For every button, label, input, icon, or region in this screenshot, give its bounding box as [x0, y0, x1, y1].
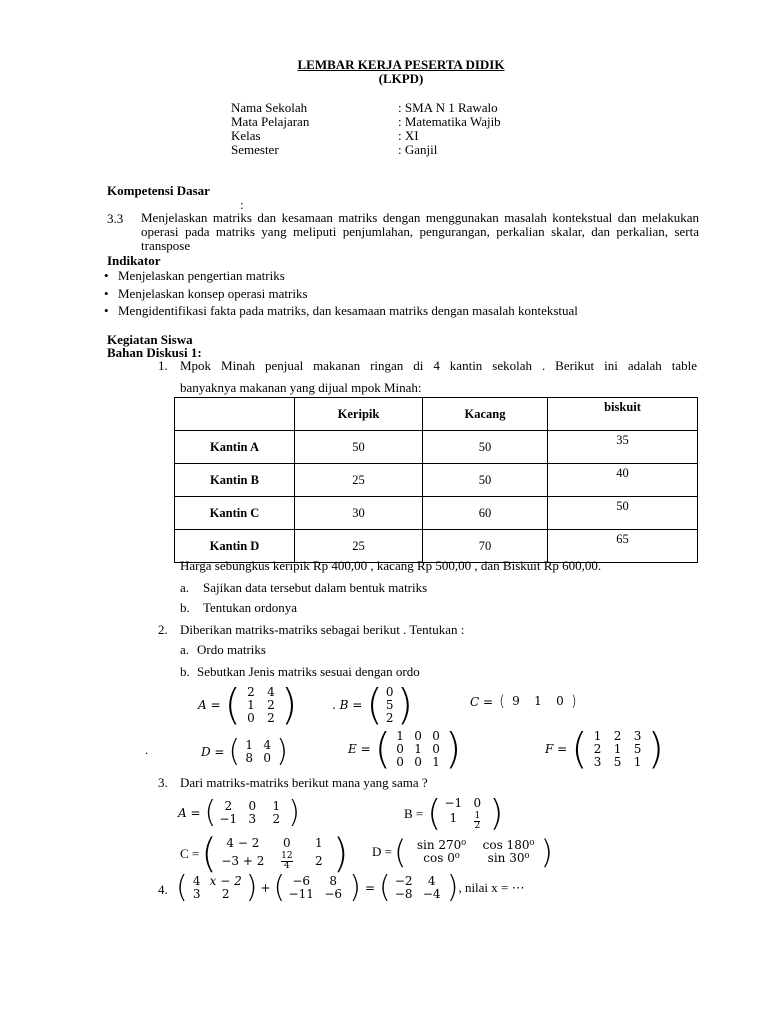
- matrix-body: [188, 875, 246, 901]
- kd-number: 3.3: [107, 211, 124, 226]
- table-cell: 50: [423, 431, 548, 464]
- bullet-icon: •: [104, 286, 109, 301]
- left-paren: (: [228, 734, 241, 769]
- left-paren: (: [176, 870, 188, 905]
- matrix-label: E =: [348, 742, 371, 756]
- matrix-cell: 3: [192, 887, 201, 901]
- right-paren: ): [332, 831, 349, 877]
- matrix-cell: −4: [422, 887, 441, 901]
- q4-number: 4.: [158, 882, 168, 897]
- matrix-e: [348, 724, 462, 773]
- matrix-label: C =: [470, 694, 494, 709]
- q1-sub-b-mark: b.: [180, 600, 190, 615]
- table-cell: [175, 398, 295, 431]
- q3-matrix-c: [180, 831, 349, 877]
- table-header-row: [175, 398, 698, 431]
- matrix-body: [588, 730, 648, 769]
- matrix-cell: 1: [534, 694, 542, 708]
- right-paren: ): [396, 680, 414, 729]
- matrix-cell: 1: [449, 811, 458, 825]
- matrix-cell: −2: [394, 874, 413, 888]
- matrix-cell: 0: [385, 684, 394, 699]
- matrix-label: F =: [545, 742, 568, 756]
- q2-sub-b-mark: b.: [180, 664, 190, 679]
- matrix-label: D =: [372, 844, 392, 859]
- matrix-body: [241, 686, 281, 725]
- matrix-cell: −6: [324, 887, 343, 901]
- matrix-cell: 1: [245, 738, 254, 752]
- table-row: [175, 431, 698, 464]
- right-paren: ): [445, 724, 462, 773]
- matrix-cell: 1: [315, 836, 323, 850]
- q2-sub-a-mark: a.: [180, 642, 190, 657]
- table-header: Keripik: [295, 398, 423, 431]
- matrix-label: B =: [404, 806, 424, 821]
- kd-heading: Kompetensi Dasar: [107, 183, 210, 198]
- right-paren: ): [276, 734, 288, 769]
- info-label-class: Kelas: [231, 128, 261, 143]
- matrix-cell: 2: [221, 887, 230, 901]
- bahan-heading: Bahan Diskusi 1:: [107, 345, 202, 360]
- right-paren: ): [288, 795, 300, 830]
- table-row-label: Kantin A: [175, 431, 295, 464]
- right-paren: ): [570, 692, 577, 710]
- q3-text: Dari matriks-matriks berikut mana yang sama ?: [180, 775, 428, 790]
- indikator-item: [104, 268, 285, 284]
- right-paren: ): [349, 870, 361, 905]
- matrix-cell: 0: [556, 694, 564, 708]
- indikator-item: [104, 286, 308, 302]
- right-paren: ): [540, 833, 553, 871]
- matrix-cell: 2: [315, 854, 323, 868]
- info-label-semester: Semester: [231, 142, 279, 157]
- matrix-cell: 2: [267, 710, 275, 725]
- matrix-cell: [465, 812, 489, 831]
- table-row: [175, 464, 698, 497]
- info-label-school: Nama Sekolah: [231, 100, 308, 115]
- info-value-school: : SMA N 1 Rawalo: [398, 100, 498, 115]
- matrix-cell: 2: [385, 710, 394, 725]
- q1-sub-a-mark: a.: [180, 580, 190, 595]
- q4-equation: [176, 870, 525, 905]
- q3-matrix-d: [372, 833, 553, 871]
- matrix-cell: cos 0⁰: [423, 851, 460, 865]
- q1-harga: Harga sebungkus keripik Rp 400,00 , kacang Rp 500,00 , dan Biskuit Rp 600,00.: [180, 558, 602, 573]
- matrix-cell: 0: [248, 799, 257, 813]
- matrix-cell: 8: [329, 874, 338, 888]
- q1-text-line2: banyaknya makanan yang dijual mpok Minah:: [180, 380, 422, 395]
- matrix-cell: 0: [414, 728, 422, 743]
- matrix-cell: −1: [219, 812, 238, 826]
- kegiatan-heading: Kegiatan Siswa: [107, 332, 193, 347]
- matrix-cell: 2: [593, 741, 602, 756]
- indikator-text: Mengidentifikasi fakta pada matriks, dan kesamaan matriks dengan masalah kontekstual: [118, 303, 578, 318]
- q2-sub-a-text: Ordo matriks: [197, 642, 266, 657]
- q1-number: 1.: [158, 358, 168, 373]
- matrix-label: A =: [198, 698, 221, 712]
- matrix-label: A =: [178, 806, 201, 820]
- matrix-body: [216, 800, 288, 826]
- matrix-body: [217, 837, 333, 871]
- table-cell: 50: [423, 464, 548, 497]
- table-cell: 60: [423, 497, 548, 530]
- matrix-label: C =: [180, 846, 200, 861]
- matrix-cell: 8: [245, 751, 254, 765]
- bullet-icon: •: [104, 303, 109, 318]
- page-title: LEMBAR KERJA PESERTA DIDIK: [297, 57, 505, 72]
- indikator-text: Menjelaskan konsep operasi matriks: [118, 286, 308, 301]
- matrix-cell: 2: [272, 812, 281, 826]
- matrix-label: . B =: [332, 698, 363, 712]
- fraction-denominator: 4: [284, 861, 290, 871]
- q3-matrix-b: [404, 793, 504, 834]
- matrix-cell: 0: [396, 741, 404, 756]
- left-paren: (: [379, 870, 391, 905]
- kd-colon: :: [240, 197, 244, 212]
- fraction-denominator: 2: [474, 821, 481, 831]
- left-paren: (: [201, 831, 217, 877]
- matrix-cell: cos 180⁰: [482, 838, 535, 852]
- matrix-cell: −3 + 2: [221, 854, 265, 868]
- matrix-cell: 3: [593, 754, 602, 769]
- table-cell: 50: [295, 431, 423, 464]
- matrix-cell: 1: [432, 754, 440, 769]
- matrix-cell: 5: [613, 754, 622, 769]
- sales-table: [174, 397, 698, 563]
- matrix-cell: 2: [247, 684, 255, 699]
- matrix-cell: −6: [292, 874, 311, 888]
- matrix-cell: 1: [272, 799, 281, 813]
- q2-sub-b-text: Sebutkan Jenis matriks sesuai dengan ordo: [197, 664, 420, 679]
- q3-number: 3.: [158, 775, 168, 790]
- matrix-cell: 1: [593, 728, 602, 743]
- left-paren: (: [393, 833, 407, 871]
- indikator-heading: Indikator: [107, 253, 161, 268]
- matrix-cell: 4: [263, 738, 272, 752]
- matrix-cell: 4 − 2: [226, 836, 260, 850]
- table-cell: 40: [548, 464, 698, 497]
- matrix-cell: −1: [444, 796, 463, 810]
- plus-sign: +: [260, 881, 271, 895]
- right-paren: ): [280, 680, 298, 729]
- matrix-cell: sin 30⁰: [487, 851, 530, 865]
- matrix-cell: 3: [248, 812, 257, 826]
- matrix-f: [545, 724, 664, 773]
- table-row-label: Kantin D: [175, 530, 295, 563]
- matrix-cell: [269, 852, 305, 871]
- matrix-cell: 9: [512, 694, 520, 708]
- left-paren: (: [204, 795, 217, 830]
- matrix-body: [505, 695, 571, 708]
- matrix-cell: 1: [613, 741, 622, 756]
- matrix-cell: 4: [192, 874, 201, 888]
- matrix-cell: 4: [427, 874, 436, 888]
- right-paren: ): [446, 870, 459, 905]
- bullet-icon: •: [104, 268, 109, 283]
- equals-sign: =: [364, 881, 375, 895]
- left-paren: (: [273, 870, 286, 905]
- info-value-class: : XI: [398, 128, 419, 143]
- matrix-body: [406, 839, 540, 865]
- matrix-d: [201, 734, 288, 769]
- matrix-cell: 0: [247, 710, 255, 725]
- q2-number: 2.: [158, 622, 168, 637]
- matrix-body: [391, 730, 445, 769]
- matrix-cell: 1: [633, 754, 642, 769]
- table-cell: 25: [295, 464, 423, 497]
- left-paren: (: [571, 724, 588, 773]
- info-value-subject: : Matematika Wajib: [398, 114, 501, 129]
- matrix-cell: 2: [613, 728, 622, 743]
- right-paren: ): [245, 870, 258, 905]
- fraction-numerator: 1: [474, 811, 481, 821]
- matrix-body: [240, 739, 276, 765]
- matrix-cell: 3: [633, 728, 642, 743]
- q1-text-line1: Mpok Minah penjual makanan ringan di 4 kantin sekolah . Berikut ini adalah table: [180, 358, 697, 373]
- matrix-cell: 0: [432, 728, 440, 743]
- q4-tail: , nilai x = ⋯: [458, 880, 525, 895]
- fraction-numerator: 12: [281, 851, 293, 861]
- table-cell: 35: [548, 431, 698, 464]
- table-row: [175, 497, 698, 530]
- table-row-label: Kantin C: [175, 497, 295, 530]
- left-paren: (: [374, 724, 392, 773]
- matrix-cell: 0: [263, 751, 272, 765]
- table-header: Kacang: [423, 398, 548, 431]
- matrix-cell: 1: [396, 728, 404, 743]
- matrix-cell: 4: [267, 684, 275, 699]
- page-subtitle: (LKPD): [378, 71, 424, 86]
- fraction: [281, 852, 292, 871]
- matrix-body: [391, 875, 447, 901]
- table-cell: 65: [548, 530, 698, 563]
- table-row-label: Kantin B: [175, 464, 295, 497]
- table-cell: 50: [548, 497, 698, 530]
- kd-text: Menjelaskan matriks dan kesamaan matriks dengan menggunakan masalah kontekstual dan melakukan operasi pada matriks yang meliputi penjumlahan, pengurangan, perkalian skalar, dan perkalian, serta transpose: [141, 210, 699, 253]
- left-paren: (: [427, 793, 442, 834]
- indikator-text: Menjelaskan pengertian matriks: [118, 268, 285, 283]
- matrix-cell: 0: [432, 741, 440, 756]
- q3-matrix-a: [178, 795, 300, 830]
- info-value-semester: : Ganjil: [398, 142, 438, 157]
- matrix-label: D =: [201, 745, 225, 759]
- matrix-cell: sin 270⁰: [416, 838, 467, 852]
- matrix-cell: 0: [414, 754, 422, 769]
- table-cell: 70: [423, 530, 548, 563]
- matrix-b: [332, 680, 414, 729]
- left-paren: (: [224, 680, 241, 729]
- info-label-subject: Mata Pelajaran: [231, 114, 310, 129]
- matrix-cell: 0: [396, 754, 404, 769]
- indikator-item: [104, 303, 578, 319]
- stray-dot: .: [145, 742, 149, 757]
- matrix-cell: 1: [414, 741, 422, 756]
- matrix-body: [285, 875, 349, 901]
- matrix-cell: 0: [283, 836, 291, 850]
- fraction: [474, 812, 480, 831]
- matrix-cell: −8: [394, 887, 413, 901]
- right-paren: ): [647, 724, 664, 773]
- right-paren: ): [489, 793, 504, 834]
- matrix-cell: 0: [473, 796, 482, 810]
- table-cell: 25: [295, 530, 423, 563]
- matrix-cell: 1: [247, 697, 255, 712]
- matrix-cell: −11: [288, 887, 314, 901]
- left-paren: (: [366, 680, 383, 729]
- left-paren: (: [499, 692, 505, 710]
- matrix-body: [383, 686, 397, 725]
- matrix-c: [470, 694, 577, 709]
- matrix-cell: x − 2: [209, 874, 242, 888]
- q1-sub-b-text: Tentukan ordonya: [203, 600, 298, 615]
- table-header: biskuit: [548, 398, 698, 431]
- table-cell: 30: [295, 497, 423, 530]
- matrix-cell: 5: [385, 697, 394, 712]
- matrix-cell: 2: [267, 697, 275, 712]
- matrix-a: [198, 680, 298, 729]
- matrix-cell: 5: [633, 741, 642, 756]
- matrix-body: [441, 797, 489, 831]
- q1-sub-a-text: Sajikan data tersebut dalam bentuk matriks: [203, 580, 428, 595]
- q2-text: Diberikan matriks-matriks sebagai berikut . Tentukan :: [180, 622, 465, 637]
- matrix-cell: 2: [224, 799, 233, 813]
